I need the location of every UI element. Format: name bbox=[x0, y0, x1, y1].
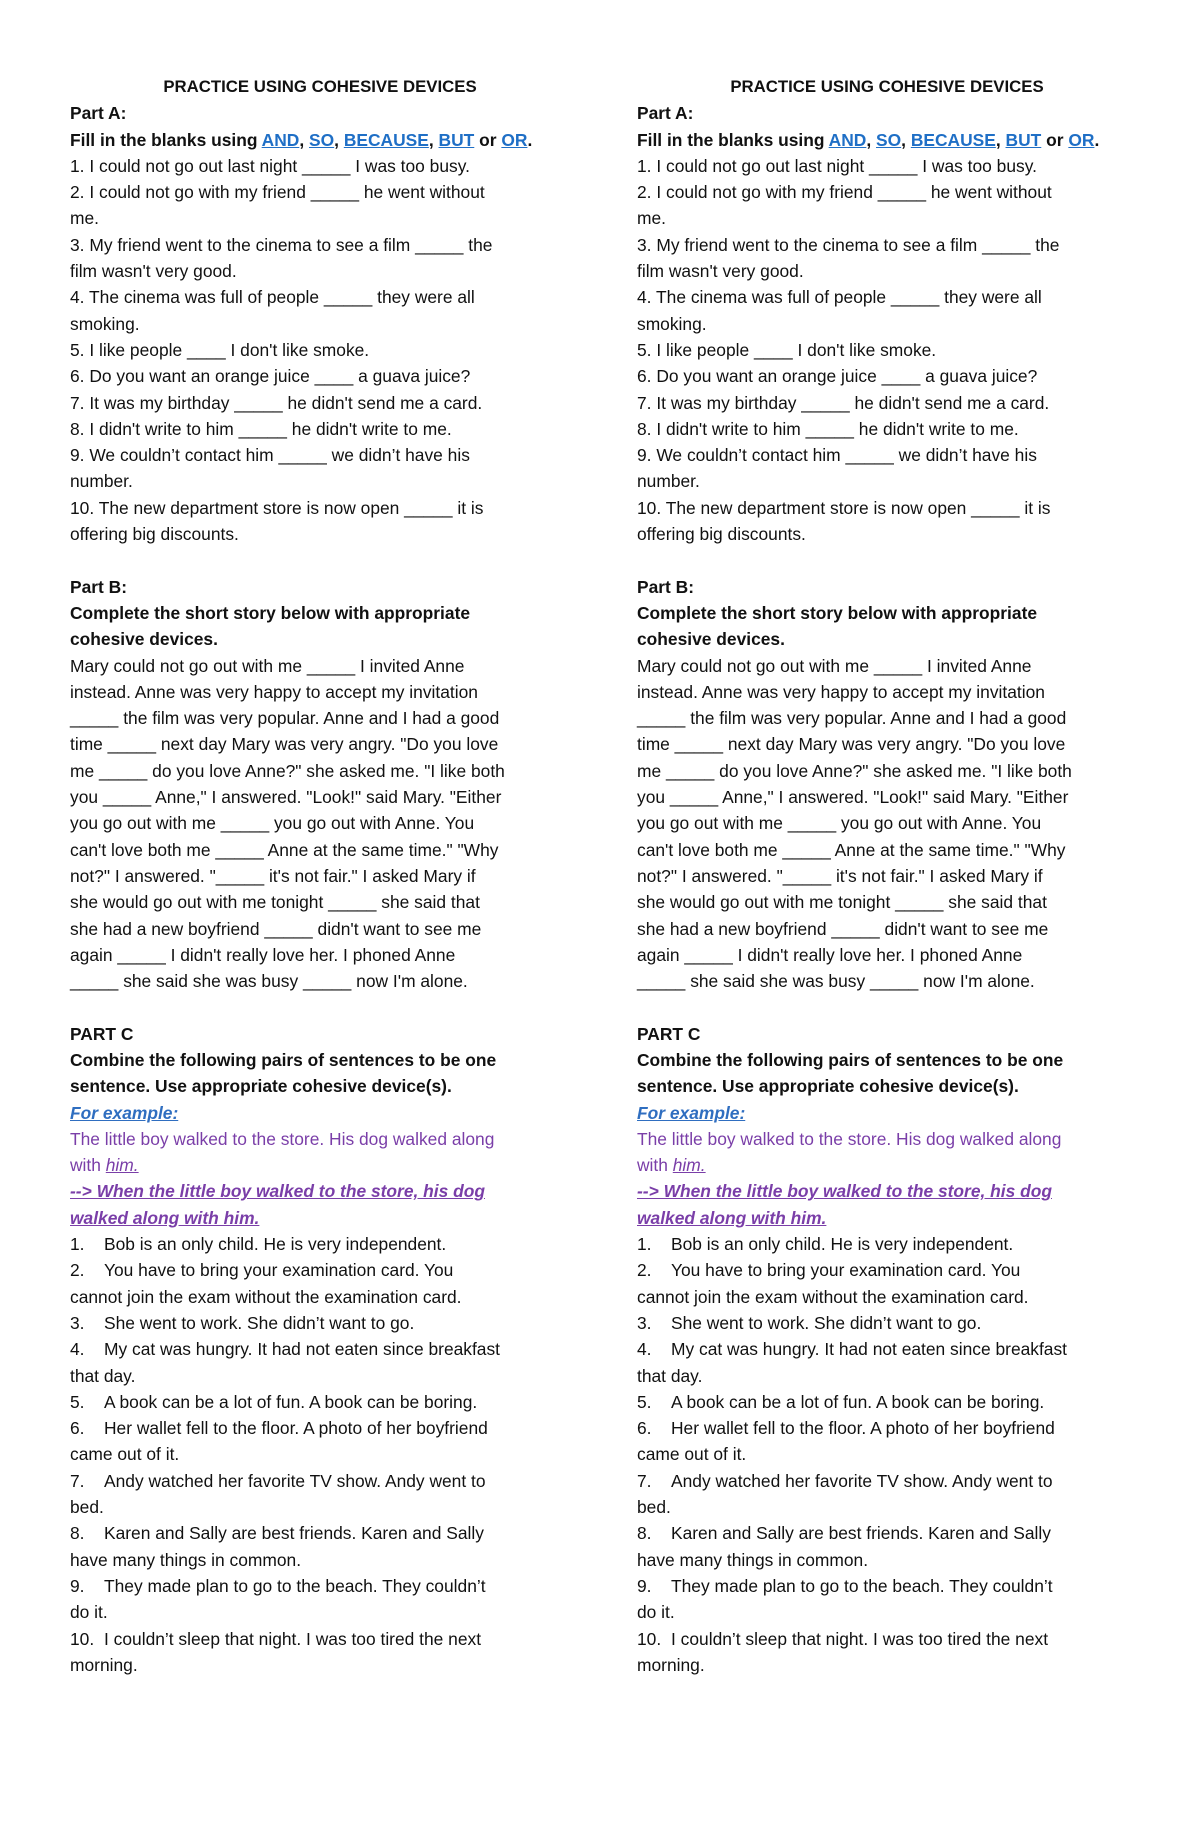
separator: , bbox=[901, 129, 911, 150]
exercise-line: 8. I didn't write to him _____ he didn't write to me. bbox=[637, 418, 1019, 439]
item-number: 10. bbox=[637, 1628, 662, 1649]
exercise-line: number. bbox=[70, 471, 133, 492]
item-number: 8. bbox=[637, 1523, 652, 1544]
section-gap bbox=[637, 547, 1137, 573]
example-sentence-line bbox=[70, 1152, 570, 1178]
separator: , bbox=[299, 129, 309, 150]
part-c-label: PART C bbox=[637, 1023, 701, 1044]
instruction-text: Fill in the blanks using bbox=[637, 129, 829, 150]
example-label: For example: bbox=[637, 1102, 746, 1123]
part-b-instruction-line: Complete the short story below with appropriate bbox=[637, 602, 1038, 623]
item-text: A book can be a lot of fun. A book can be boring. bbox=[671, 1391, 1045, 1412]
list-item bbox=[70, 1520, 570, 1546]
item-text: You have to bring your examination card. You bbox=[104, 1260, 454, 1281]
keyword-or: OR bbox=[501, 129, 528, 150]
story-line: Mary could not go out with me _____ I invited Anne bbox=[70, 655, 465, 676]
part-a-exercises bbox=[70, 153, 570, 547]
list-item bbox=[637, 1415, 1137, 1441]
part-b-instruction-line: cohesive devices. bbox=[637, 629, 785, 650]
separator: , bbox=[428, 129, 439, 150]
list-item bbox=[70, 1626, 570, 1652]
item-number: 6. bbox=[70, 1418, 85, 1439]
item-text: came out of it. bbox=[70, 1444, 180, 1465]
part-c-label: PART C bbox=[70, 1023, 134, 1044]
story-line: _____ she said she was busy _____ now I'm alone. bbox=[637, 971, 1035, 992]
exercise-line: 9. We couldn’t contact him _____ we didn’t have his bbox=[637, 445, 1037, 466]
list-item bbox=[637, 1468, 1137, 1494]
list-item bbox=[637, 1547, 1137, 1573]
item-text: have many things in common. bbox=[637, 1549, 869, 1570]
separator: , bbox=[334, 129, 344, 150]
item-text: My cat was hungry. It had not eaten since breakfast bbox=[671, 1339, 1068, 1360]
example-pronoun: him. bbox=[105, 1155, 139, 1176]
item-text: bed. bbox=[637, 1497, 671, 1518]
list-item bbox=[70, 1652, 570, 1678]
example-sentence-line: The little boy walked to the store. His dog walked along bbox=[70, 1128, 495, 1149]
list-item bbox=[637, 1363, 1137, 1389]
item-number: 10. bbox=[70, 1628, 95, 1649]
part-c-items bbox=[70, 1231, 570, 1678]
part-a-label: Part A: bbox=[70, 103, 127, 124]
list-item bbox=[70, 1284, 570, 1310]
keyword-and: AND bbox=[828, 129, 867, 150]
item-text: I couldn’t sleep that night. I was too tired the next bbox=[671, 1628, 1049, 1649]
list-item bbox=[637, 1626, 1137, 1652]
item-number: 7. bbox=[637, 1470, 652, 1491]
part-b-instruction-line: cohesive devices. bbox=[70, 629, 218, 650]
part-a-exercises bbox=[637, 153, 1137, 547]
exercise-line: 5. I like people ____ I don't like smoke. bbox=[70, 339, 370, 360]
exercise-line: 3. My friend went to the cinema to see a film _____ the bbox=[70, 234, 493, 255]
list-item bbox=[637, 1231, 1137, 1257]
separator: or bbox=[474, 129, 502, 150]
exercise-line: 2. I could not go with my friend _____ he went without bbox=[70, 182, 485, 203]
item-text: have many things in common. bbox=[70, 1549, 302, 1570]
item-number: 7. bbox=[70, 1470, 85, 1491]
exercise-line: me. bbox=[637, 208, 666, 229]
part-a-label: Part A: bbox=[637, 103, 694, 124]
item-text: Her wallet fell to the floor. A photo of her boyfriend bbox=[671, 1418, 1055, 1439]
item-text: A book can be a lot of fun. A book can be boring. bbox=[104, 1391, 478, 1412]
item-text: I couldn’t sleep that night. I was too tired the next bbox=[104, 1628, 482, 1649]
keyword-because: BECAUSE bbox=[910, 129, 996, 150]
example-sentence-line: The little boy walked to the store. His dog walked along bbox=[637, 1128, 1062, 1149]
item-number: 8. bbox=[70, 1523, 85, 1544]
item-text: came out of it. bbox=[637, 1444, 747, 1465]
list-item bbox=[70, 1310, 570, 1336]
story-line: instead. Anne was very happy to accept my invitation bbox=[637, 681, 1045, 702]
example-text: with bbox=[70, 1155, 106, 1176]
part-b-instruction-line: Complete the short story below with appropriate bbox=[70, 602, 471, 623]
keyword-so: SO bbox=[309, 129, 335, 150]
story-line: you _____ Anne," I answered. "Look!" said Mary. "Either bbox=[637, 787, 1069, 808]
exercise-line: 1. I could not go out last night _____ I was too busy. bbox=[637, 155, 1037, 176]
exercise-line: 6. Do you want an orange juice ____ a guava juice? bbox=[637, 366, 1038, 387]
item-text: They made plan to go to the beach. They couldn’t bbox=[671, 1575, 1053, 1596]
part-c-instruction-line: sentence. Use appropriate cohesive device(s). bbox=[70, 1076, 452, 1097]
example-answer-line: --> When the little boy walked to the store, his dog bbox=[70, 1181, 485, 1202]
exercise-line: film wasn't very good. bbox=[70, 261, 237, 282]
list-item bbox=[70, 1231, 570, 1257]
keyword-but: BUT bbox=[1005, 129, 1042, 150]
story-line: time _____ next day Mary was very angry. "Do you love bbox=[70, 734, 499, 755]
section-gap bbox=[637, 994, 1137, 1020]
story-line: me _____ do you love Anne?" she asked me. "I like both bbox=[637, 760, 1072, 781]
story-line: me _____ do you love Anne?" she asked me. "I like both bbox=[70, 760, 505, 781]
part-c-instruction-line: sentence. Use appropriate cohesive device(s). bbox=[637, 1076, 1019, 1097]
list-item bbox=[637, 1257, 1137, 1283]
item-text: cannot join the exam without the examination card. bbox=[70, 1286, 462, 1307]
story-line: you go out with me _____ you go out with Anne. You bbox=[70, 813, 475, 834]
story-line: again _____ I didn't really love her. I phoned Anne bbox=[70, 944, 456, 965]
exercise-line: 9. We couldn’t contact him _____ we didn’t have his bbox=[70, 445, 470, 466]
exercise-line: offering big discounts. bbox=[70, 524, 239, 545]
story-line: she would go out with me tonight _____ she said that bbox=[637, 892, 1047, 913]
story-line: instead. Anne was very happy to accept my invitation bbox=[70, 681, 478, 702]
part-b-story bbox=[70, 653, 570, 995]
story-line: she had a new boyfriend _____ didn't want to see me bbox=[637, 918, 1049, 939]
exercise-line: smoking. bbox=[70, 313, 140, 334]
story-line: _____ the film was very popular. Anne and I had a good bbox=[70, 708, 500, 729]
item-number: 5. bbox=[70, 1391, 85, 1412]
exercise-line: 5. I like people ____ I don't like smoke. bbox=[637, 339, 937, 360]
part-a-instruction bbox=[637, 127, 1137, 153]
exercise-line: number. bbox=[637, 471, 700, 492]
exercise-line: 4. The cinema was full of people _____ they were all bbox=[637, 287, 1042, 308]
separator: . bbox=[527, 129, 533, 150]
story-line: you go out with me _____ you go out with Anne. You bbox=[637, 813, 1042, 834]
list-item bbox=[70, 1494, 570, 1520]
story-line: time _____ next day Mary was very angry. "Do you love bbox=[637, 734, 1066, 755]
list-item bbox=[70, 1573, 570, 1599]
keyword-but: BUT bbox=[438, 129, 475, 150]
section-gap bbox=[70, 547, 570, 573]
item-number: 2. bbox=[637, 1260, 652, 1281]
item-text: They made plan to go to the beach. They couldn’t bbox=[104, 1575, 486, 1596]
story-line: you _____ Anne," I answered. "Look!" said Mary. "Either bbox=[70, 787, 502, 808]
item-text: Bob is an only child. He is very independent. bbox=[104, 1234, 447, 1255]
list-item bbox=[637, 1494, 1137, 1520]
keyword-so: SO bbox=[876, 129, 902, 150]
item-text: Karen and Sally are best friends. Karen and Sally bbox=[671, 1523, 1051, 1544]
separator: . bbox=[1094, 129, 1100, 150]
exercise-line: 2. I could not go with my friend _____ he went without bbox=[637, 182, 1052, 203]
item-text: Bob is an only child. He is very independent. bbox=[671, 1234, 1014, 1255]
exercise-line: 4. The cinema was full of people _____ they were all bbox=[70, 287, 475, 308]
section-gap bbox=[70, 994, 570, 1020]
item-number: 1. bbox=[70, 1234, 85, 1255]
list-item bbox=[70, 1599, 570, 1625]
exercise-line: me. bbox=[70, 208, 99, 229]
separator: , bbox=[866, 129, 876, 150]
example-answer-line: walked along with him. bbox=[637, 1207, 827, 1228]
keyword-or: OR bbox=[1068, 129, 1095, 150]
list-item bbox=[637, 1310, 1137, 1336]
part-b-label: Part B: bbox=[637, 576, 695, 597]
separator: , bbox=[995, 129, 1006, 150]
separator: or bbox=[1041, 129, 1069, 150]
part-b-label: Part B: bbox=[70, 576, 128, 597]
part-c-instruction-line: Combine the following pairs of sentences to be one bbox=[637, 1049, 1064, 1070]
list-item bbox=[70, 1547, 570, 1573]
item-text: Andy watched her favorite TV show. Andy went to bbox=[104, 1470, 486, 1491]
exercise-line: 6. Do you want an orange juice ____ a guava juice? bbox=[70, 366, 471, 387]
item-text: morning. bbox=[637, 1654, 705, 1675]
list-item bbox=[70, 1257, 570, 1283]
item-number: 4. bbox=[70, 1339, 85, 1360]
list-item bbox=[70, 1441, 570, 1467]
keyword-because: BECAUSE bbox=[343, 129, 429, 150]
item-text: bed. bbox=[70, 1497, 104, 1518]
story-line: Mary could not go out with me _____ I invited Anne bbox=[637, 655, 1032, 676]
item-text: She went to work. She didn’t want to go. bbox=[104, 1312, 415, 1333]
exercise-line: 3. My friend went to the cinema to see a film _____ the bbox=[637, 234, 1060, 255]
page-title: PRACTICE USING COHESIVE DEVICES bbox=[163, 77, 477, 96]
exercise-line: smoking. bbox=[637, 313, 707, 334]
list-item bbox=[70, 1468, 570, 1494]
item-number: 9. bbox=[70, 1575, 85, 1596]
list-item bbox=[637, 1652, 1137, 1678]
item-text: that day. bbox=[70, 1365, 136, 1386]
item-text: cannot join the exam without the examination card. bbox=[637, 1286, 1029, 1307]
example-answer-line: walked along with him. bbox=[70, 1207, 260, 1228]
example-text: with bbox=[637, 1155, 673, 1176]
list-item bbox=[637, 1599, 1137, 1625]
exercise-line: 1. I could not go out last night _____ I was too busy. bbox=[70, 155, 470, 176]
item-text: do it. bbox=[70, 1602, 108, 1623]
item-number: 6. bbox=[637, 1418, 652, 1439]
story-line: not?" I answered. "_____ it's not fair." I asked Mary if bbox=[637, 865, 1043, 886]
exercise-line: 10. The new department store is now open _____ it is bbox=[70, 497, 484, 518]
item-text: My cat was hungry. It had not eaten since breakfast bbox=[104, 1339, 501, 1360]
instruction-text: Fill in the blanks using bbox=[70, 129, 262, 150]
story-line: again _____ I didn't really love her. I phoned Anne bbox=[637, 944, 1023, 965]
item-number: 1. bbox=[637, 1234, 652, 1255]
example-answer-line: --> When the little boy walked to the store, his dog bbox=[637, 1181, 1052, 1202]
exercise-line: 7. It was my birthday _____ he didn't send me a card. bbox=[70, 392, 483, 413]
story-line: she would go out with me tonight _____ she said that bbox=[70, 892, 480, 913]
item-number: 5. bbox=[637, 1391, 652, 1412]
item-text: that day. bbox=[637, 1365, 703, 1386]
item-text: Her wallet fell to the floor. A photo of her boyfriend bbox=[104, 1418, 488, 1439]
story-line: _____ the film was very popular. Anne and I had a good bbox=[637, 708, 1067, 729]
worksheet-column-left bbox=[70, 74, 570, 1678]
exercise-line: 7. It was my birthday _____ he didn't send me a card. bbox=[637, 392, 1050, 413]
example-pronoun: him. bbox=[672, 1155, 706, 1176]
item-text: You have to bring your examination card. You bbox=[671, 1260, 1021, 1281]
item-number: 3. bbox=[637, 1312, 652, 1333]
list-item bbox=[637, 1441, 1137, 1467]
exercise-line: 10. The new department store is now open _____ it is bbox=[637, 497, 1051, 518]
worksheet-column-right bbox=[637, 74, 1137, 1678]
list-item bbox=[637, 1573, 1137, 1599]
list-item bbox=[70, 1389, 570, 1415]
item-text: Andy watched her favorite TV show. Andy went to bbox=[671, 1470, 1053, 1491]
part-a-instruction bbox=[70, 127, 570, 153]
example-label: For example: bbox=[70, 1102, 179, 1123]
story-line: can't love both me _____ Anne at the same time." "Why bbox=[70, 839, 499, 860]
item-number: 3. bbox=[70, 1312, 85, 1333]
story-line: can't love both me _____ Anne at the same time." "Why bbox=[637, 839, 1066, 860]
part-c-instruction-line: Combine the following pairs of sentences to be one bbox=[70, 1049, 497, 1070]
list-item bbox=[70, 1363, 570, 1389]
item-text: do it. bbox=[637, 1602, 675, 1623]
story-line: she had a new boyfriend _____ didn't want to see me bbox=[70, 918, 482, 939]
exercise-line: offering big discounts. bbox=[637, 524, 806, 545]
story-line: _____ she said she was busy _____ now I'm alone. bbox=[70, 971, 468, 992]
list-item bbox=[637, 1520, 1137, 1546]
example-sentence-line bbox=[637, 1152, 1137, 1178]
part-b-story bbox=[637, 653, 1137, 995]
item-text: She went to work. She didn’t want to go. bbox=[671, 1312, 982, 1333]
story-line: not?" I answered. "_____ it's not fair." I asked Mary if bbox=[70, 865, 476, 886]
item-text: morning. bbox=[70, 1654, 138, 1675]
list-item bbox=[637, 1284, 1137, 1310]
list-item bbox=[637, 1336, 1137, 1362]
exercise-line: 8. I didn't write to him _____ he didn't write to me. bbox=[70, 418, 452, 439]
item-number: 9. bbox=[637, 1575, 652, 1596]
part-c-items bbox=[637, 1231, 1137, 1678]
exercise-line: film wasn't very good. bbox=[637, 261, 804, 282]
keyword-and: AND bbox=[261, 129, 300, 150]
page-title: PRACTICE USING COHESIVE DEVICES bbox=[730, 77, 1044, 96]
item-number: 2. bbox=[70, 1260, 85, 1281]
list-item bbox=[637, 1389, 1137, 1415]
list-item bbox=[70, 1415, 570, 1441]
item-text: Karen and Sally are best friends. Karen and Sally bbox=[104, 1523, 484, 1544]
list-item bbox=[70, 1336, 570, 1362]
item-number: 4. bbox=[637, 1339, 652, 1360]
